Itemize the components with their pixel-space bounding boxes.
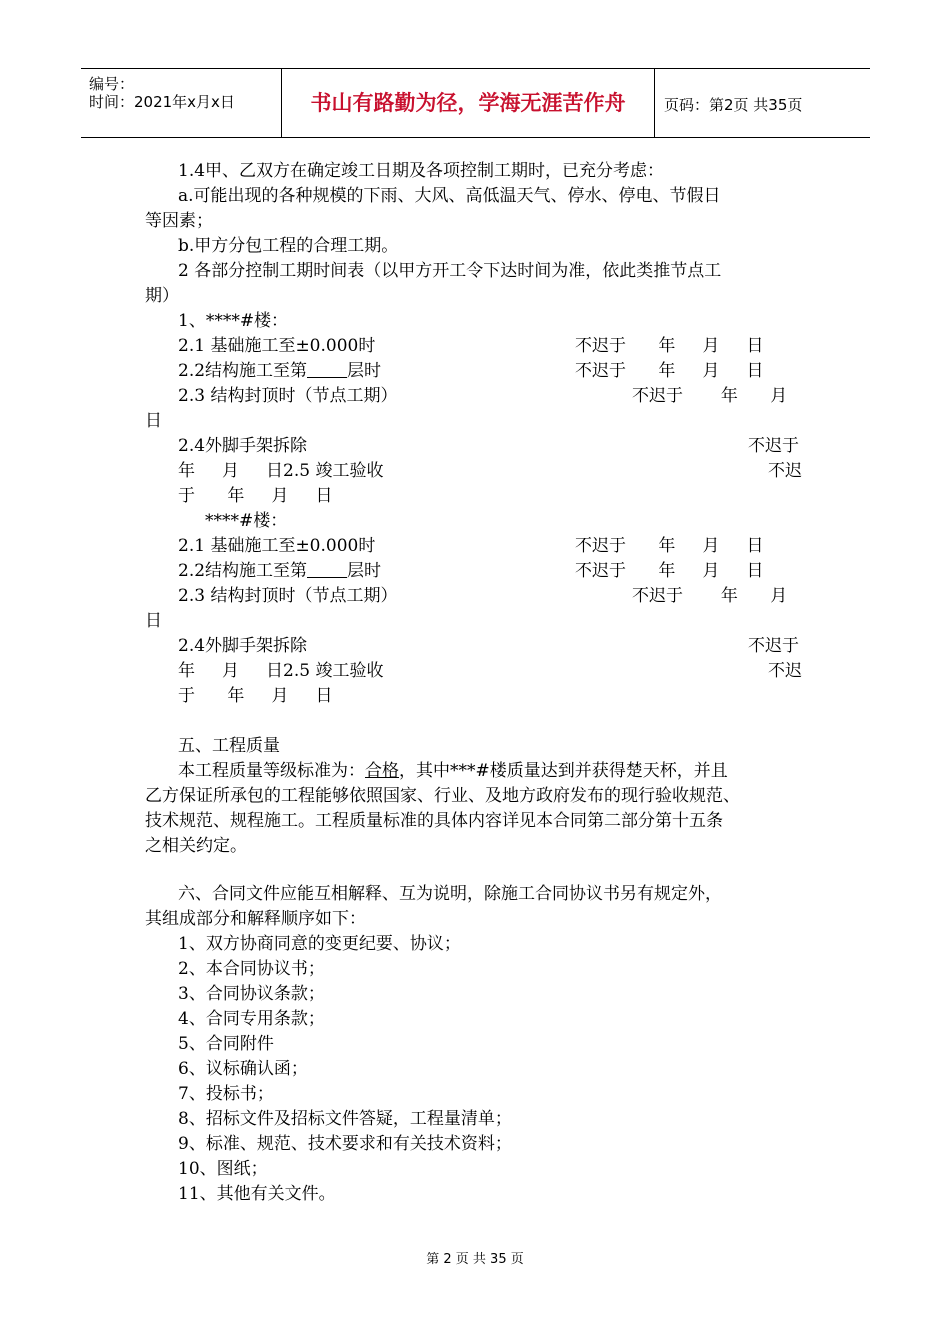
list-item: 7、投标书； <box>178 1084 274 1104</box>
quality-standard-label: 本工程质量等级标准为： <box>178 761 365 781</box>
building-1-item-2-5-date: 于 年 月 日 <box>178 486 333 506</box>
list-item: 1、双方协商同意的变更纪要、协议； <box>178 934 461 954</box>
quality-grade-value: 合格 <box>365 761 399 781</box>
list-item: 3、合同协议条款； <box>178 984 325 1004</box>
section-5-line-4: 之相关约定。 <box>145 836 247 856</box>
clause-1-4: 1.4甲、乙双方在确定竣工日期及各项控制工期时，已充分考虑： <box>178 161 665 181</box>
clause-1-4-a-cont: 等因素； <box>145 211 213 231</box>
building-2-item-2-3-deadline: 不迟于 年 月 <box>632 586 788 606</box>
clause-1-4-a: a.可能出现的各种规模的下雨、大风、高低温天气、停水、停电、节假日 <box>178 186 721 206</box>
section-6-line-1: 六、合同文件应能互相解释、互为说明，除施工合同协议书另有规定外， <box>178 884 722 904</box>
item-2-2-suffix: 层时 <box>347 361 382 381</box>
section-5-line-3: 技术规范、规程施工。工程质量标准的具体内容详见本合同第二部分第十五条 <box>145 811 723 831</box>
building-1-title: 1、****#楼： <box>178 311 289 331</box>
building-2-item-2-5: 年 月 日2.5 竣工验收 <box>178 661 384 681</box>
building-1-item-2-4-deadline: 不迟于 <box>748 436 799 456</box>
building-2-item-2-1-deadline: 不迟于 年 月 日 <box>575 536 764 556</box>
header-motto: 书山有路勤为径，学海无涯苦作舟 <box>282 69 655 137</box>
building-2-item-2-1: 2.1 基础施工至±0.000时 <box>178 536 376 556</box>
list-item: 8、招标文件及招标文件答疑，工程量清单； <box>178 1109 512 1129</box>
list-item: 2、本合同协议书； <box>178 959 325 979</box>
floor-blank <box>307 562 347 578</box>
list-item: 9、标准、规范、技术要求和有关技术资料； <box>178 1134 512 1154</box>
header-meta-cell <box>81 69 282 137</box>
building-2-item-2-2 <box>178 561 381 581</box>
list-item: 11、其他有关文件。 <box>178 1184 336 1204</box>
building-1-item-2-5-deadline: 不迟 <box>768 461 802 481</box>
floor-blank <box>307 362 347 378</box>
page-header <box>81 68 870 138</box>
clause-2-title: 2 各部分控制工期时间表（以甲方开工令下达时间为准，依此类推节点工 <box>178 261 722 281</box>
section-5-line-2: 乙方保证所承包的工程能够依照国家、行业、及地方政府发布的现行验收规范、 <box>145 786 740 806</box>
quality-standard-rest: ，其中***#楼质量达到并获得楚天杯，并且 <box>399 761 728 781</box>
item-2-2-prefix: 2.2结构施工至第 <box>178 361 308 381</box>
building-2-item-2-5-date: 于 年 月 日 <box>178 686 333 706</box>
building-2-item-2-4-deadline: 不迟于 <box>748 636 799 656</box>
building-2-item-2-3-day: 日 <box>145 611 162 631</box>
list-item: 4、合同专用条款； <box>178 1009 325 1029</box>
building-1-item-2-1: 2.1 基础施工至±0.000时 <box>178 336 376 356</box>
building-1-item-2-4: 2.4外脚手架拆除 <box>178 436 308 456</box>
building-1-item-2-3-day: 日 <box>145 411 162 431</box>
section-6-line-2: 其组成部分和解释顺序如下： <box>145 909 366 929</box>
building-1-item-2-3-deadline: 不迟于 年 月 <box>632 386 788 406</box>
item-2-2-prefix: 2.2结构施工至第 <box>178 561 308 581</box>
building-1-item-2-5: 年 月 日2.5 竣工验收 <box>178 461 384 481</box>
building-2-item-2-3: 2.3 结构封顶时（节点工期） <box>178 586 398 606</box>
page-footer: 第 2 页 共 35 页 <box>426 1252 524 1267</box>
section-5-title: 五、工程质量 <box>178 736 280 756</box>
header-page-info: 页码：第2页 共35页 <box>664 96 803 114</box>
clause-2-title-cont: 期） <box>145 286 179 306</box>
building-2-item-2-2-deadline: 不迟于 年 月 日 <box>575 561 764 581</box>
list-item: 5、合同附件 <box>178 1034 274 1054</box>
clause-1-4-b: b.甲方分包工程的合理工期。 <box>178 236 399 256</box>
building-1-item-2-1-deadline: 不迟于 年 月 日 <box>575 336 764 356</box>
list-item: 10、图纸； <box>178 1159 268 1179</box>
building-2-item-2-4: 2.4外脚手架拆除 <box>178 636 308 656</box>
building-1-item-2-2 <box>178 361 381 381</box>
document-number-label: 编号： <box>89 75 135 93</box>
building-1-item-2-3: 2.3 结构封顶时（节点工期） <box>178 386 398 406</box>
list-item: 6、议标确认函； <box>178 1059 308 1079</box>
building-2-item-2-5-deadline: 不迟 <box>768 661 802 681</box>
document-time-label: 时间：2021年x月x日 <box>89 93 235 111</box>
item-2-2-suffix: 层时 <box>347 561 382 581</box>
building-2-title: ****#楼： <box>205 511 288 531</box>
section-5-line-1 <box>178 761 728 781</box>
building-1-item-2-2-deadline: 不迟于 年 月 日 <box>575 361 764 381</box>
